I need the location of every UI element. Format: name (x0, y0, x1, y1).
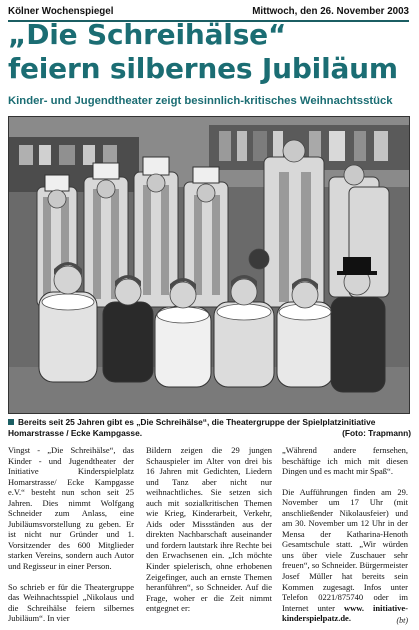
subheadline: Kinder- und Jugendtheater zeigt besinnlich-kritisches Weihnachtsstück (8, 95, 393, 107)
photo-credit: (Foto: Trapmann) (342, 428, 411, 438)
column-3-paragraph-2 (282, 487, 408, 624)
caption-text: Bereits seit 25 Jahren gibt es „Die Schreihälse“, die Theatergruppe der Spielplatzinitiative Homarstrasse / Ecke Kampgasse. (8, 417, 376, 438)
headline (8, 18, 418, 86)
column-3-paragraph-2-text: Die Aufführungen finden am 29. November um 17 Uhr (mit anschließender Nikolausfeier) und am 30. November um 12 Uhr in der Mensa der Katharina-Henoth Gesamtschule statt. „Wir würden uns über viele Zuschauer sehr freuen“, so Schneider. Bürgermeister Josef Müller hat bereits sein Kommen zugesagt. Infos unter Telefon 0221/875740 oder im Internet unter (282, 486, 408, 613)
caption-bullet-icon (8, 419, 14, 425)
issue-date: Mittwoch, den 26. November 2003 (252, 5, 409, 17)
column-1-paragraph-1: Vingst - „Die Schreihälse“, das Kinder - und Jugendtheater der Initiative Kinderspielplatz Homarstrasse/ Ecke Kampgasse e.V.“ besteht nun schon seit 25 Jahren. Dies nimmt Wolfgang Schneider zum Anlass, eine Jubiläumsvorstellung zu geben. Er ist nicht nur Gründer und 1. Vorsitzender des 600 Mitglieder starken Vereins, sondern auch Autor und Regisseur in einer Person. (8, 445, 134, 572)
author-initials: (bt) (396, 616, 408, 625)
article-column-2 (146, 445, 272, 614)
column-3-paragraph-1: „Während andere fernsehen, beschäftige ich mich mit diesen Dingen und es macht mir Spaß“. (282, 445, 408, 477)
headline-line-1: „Die Schreihälse“ (8, 18, 287, 51)
article-column-3 (282, 445, 408, 624)
article-column-1 (8, 445, 134, 624)
photo-caption (8, 417, 411, 439)
column-2-paragraph-1: Bildern zeigen die 29 jungen Schauspieler im Alter von drei bis 16 Jahren mit Gedichten, Liedern und Tanz aber nicht nur weihnachtliches. Sie setzen sich auch mit sozialkritischen Themen wie Krieg, Kinderarbeit, Verkehr, Aids oder Missständen aus der direkten Nachbarschaft auseinander und fordern lautstark ihre Rechte bei den Erwachsenen ein. „Ich möchte Kinder spielerisch, ohne erhobenen Zeigefinger, auch an ernste Themen heranführen“, so Schneider. Auf die Frage, woher er die Zeit nimmt entgegnet er: (146, 445, 272, 614)
article-photo (8, 116, 410, 414)
website-address: www. initiative- kinderspielpatz.de. (282, 602, 408, 624)
photo-group-of-children (9, 117, 409, 413)
column-1-paragraph-2: So schrieb er für die Theatergruppe das Weihnachtsspiel „Nikolaus und die Schreihälse feiern silbernes Jubiläum“. In vier (8, 581, 134, 624)
publication-name: Kölner Wochenspiegel (8, 5, 114, 17)
headline-line-2: feiern silbernes Jubiläum (8, 52, 398, 85)
